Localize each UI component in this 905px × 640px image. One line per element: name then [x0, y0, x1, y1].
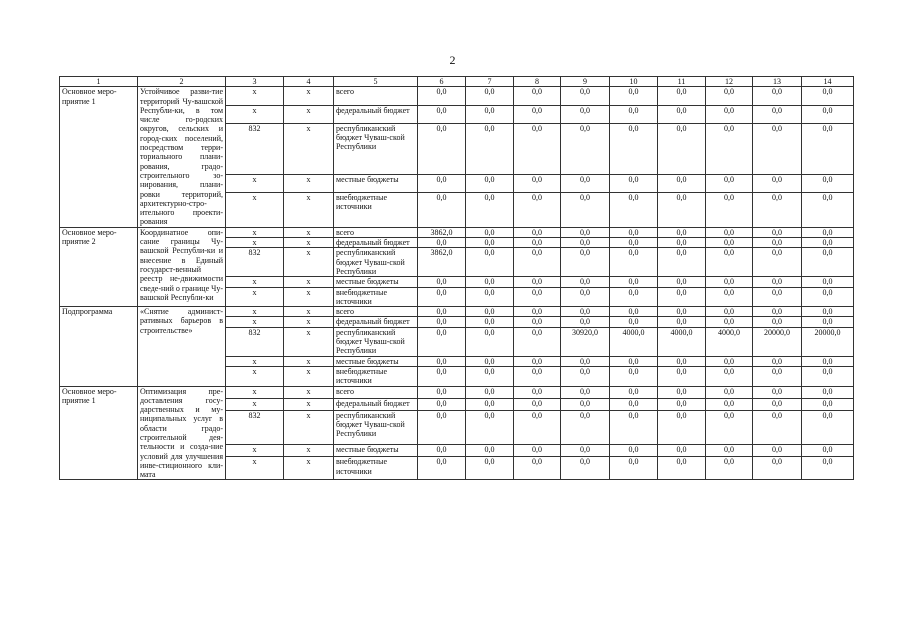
value-cell: 0,0 [610, 193, 658, 228]
activity-name-cell: Основное меро-приятие 1 [60, 87, 138, 227]
value-cell: 0,0 [561, 317, 610, 327]
value-cell: 0,0 [514, 248, 561, 277]
value-cell: 0,0 [561, 123, 610, 174]
value-cell: 0,0 [561, 87, 610, 105]
value-cell: 0,0 [418, 87, 466, 105]
code-cell: х [226, 287, 284, 307]
code-cell: х [284, 287, 334, 307]
value-cell: 0,0 [706, 386, 753, 398]
value-cell: 0,0 [561, 307, 610, 317]
activity-description-cell: Оптимизация пре-доставления госу-дарственных и му-ниципальных услуг в области градо-строительной дея-тельности и созда-ние условий для улучшения инве-стиционного кли-мата [138, 386, 226, 480]
value-cell: 0,0 [610, 123, 658, 174]
code-cell: х [226, 307, 284, 317]
value-cell: 0,0 [706, 457, 753, 480]
budget-table [59, 76, 854, 480]
column-header-1: 1 [60, 77, 138, 87]
value-cell: 0,0 [706, 227, 753, 237]
code-cell: х [284, 327, 334, 356]
value-cell: 0,0 [418, 277, 466, 287]
value-cell: 0,0 [658, 386, 706, 398]
value-cell: 0,0 [658, 317, 706, 327]
code-cell: х [284, 248, 334, 277]
value-cell: 0,0 [802, 287, 854, 307]
value-cell: 0,0 [514, 227, 561, 237]
value-cell: 0,0 [466, 410, 514, 444]
code-cell: х [226, 174, 284, 192]
value-cell: 0,0 [610, 398, 658, 410]
value-cell: 0,0 [418, 457, 466, 480]
value-cell: 0,0 [561, 227, 610, 237]
code-cell: х [226, 238, 284, 248]
value-cell: 0,0 [658, 398, 706, 410]
value-cell: 0,0 [706, 123, 753, 174]
value-cell: 0,0 [418, 410, 466, 444]
value-cell: 0,0 [802, 356, 854, 366]
value-cell: 0,0 [418, 386, 466, 398]
value-cell: 0,0 [610, 445, 658, 457]
value-cell: 0,0 [514, 238, 561, 248]
value-cell: 0,0 [466, 123, 514, 174]
value-cell: 0,0 [753, 123, 802, 174]
activity-name-cell: Подпрограмма [60, 307, 138, 386]
column-header-2: 2 [138, 77, 226, 87]
code-cell: х [284, 457, 334, 480]
value-cell: 0,0 [753, 174, 802, 192]
code-cell: х [284, 366, 334, 386]
value-cell: 0,0 [658, 277, 706, 287]
value-cell: 0,0 [706, 105, 753, 123]
code-cell: х [284, 87, 334, 105]
funding-source-cell: всего [334, 307, 418, 317]
code-cell: х [226, 386, 284, 398]
value-cell: 0,0 [610, 287, 658, 307]
code-cell: х [284, 445, 334, 457]
value-cell: 0,0 [802, 317, 854, 327]
value-cell: 0,0 [514, 317, 561, 327]
funding-source-cell: республиканский бюджет Чуваш-ской Республики [334, 248, 418, 277]
value-cell: 0,0 [753, 356, 802, 366]
value-cell: 0,0 [753, 287, 802, 307]
value-cell: 0,0 [753, 277, 802, 287]
value-cell: 0,0 [802, 445, 854, 457]
value-cell: 0,0 [561, 174, 610, 192]
value-cell: 0,0 [466, 327, 514, 356]
value-cell: 20000,0 [802, 327, 854, 356]
value-cell: 0,0 [610, 317, 658, 327]
code-cell: х [226, 398, 284, 410]
value-cell: 0,0 [706, 366, 753, 386]
code-cell: х [284, 277, 334, 287]
value-cell: 0,0 [514, 123, 561, 174]
value-cell: 0,0 [514, 356, 561, 366]
value-cell: 0,0 [514, 87, 561, 105]
value-cell: 4000,0 [610, 327, 658, 356]
value-cell: 0,0 [514, 398, 561, 410]
value-cell: 0,0 [610, 366, 658, 386]
header-row [60, 77, 854, 87]
activity-description-cell: Устойчивое разви-тие территорий Чу-вашской Республи-ки, в том числе го-родских округов, сельских и город-ских поселений, посредством терри-ториального плани-рования, градо-строительного зо-нирования, плани-ровки территорий, архитектурно-стро-ительного проекти-рования [138, 87, 226, 227]
value-cell: 0,0 [514, 445, 561, 457]
value-cell: 0,0 [418, 445, 466, 457]
funding-source-cell: местные бюджеты [334, 277, 418, 287]
code-cell: х [226, 366, 284, 386]
value-cell: 0,0 [466, 386, 514, 398]
value-cell: 0,0 [706, 174, 753, 192]
value-cell: 0,0 [561, 248, 610, 277]
value-cell: 0,0 [658, 174, 706, 192]
funding-source-cell: республиканский бюджет Чуваш-ской Республики [334, 123, 418, 174]
value-cell: 0,0 [753, 307, 802, 317]
value-cell: 0,0 [706, 307, 753, 317]
funding-source-cell: внебюджетные источники [334, 193, 418, 228]
value-cell: 0,0 [561, 356, 610, 366]
table-row [60, 87, 854, 105]
value-cell: 0,0 [514, 307, 561, 317]
value-cell: 0,0 [610, 87, 658, 105]
value-cell: 0,0 [466, 248, 514, 277]
value-cell: 0,0 [753, 238, 802, 248]
value-cell: 0,0 [418, 238, 466, 248]
code-cell: х [284, 356, 334, 366]
column-header-8: 8 [514, 77, 561, 87]
funding-source-cell: местные бюджеты [334, 445, 418, 457]
funding-source-cell: федеральный бюджет [334, 317, 418, 327]
code-cell: х [284, 238, 334, 248]
value-cell: 0,0 [610, 174, 658, 192]
value-cell: 0,0 [753, 317, 802, 327]
value-cell: 0,0 [802, 307, 854, 317]
value-cell: 0,0 [466, 398, 514, 410]
value-cell: 0,0 [658, 356, 706, 366]
funding-source-cell: федеральный бюджет [334, 398, 418, 410]
value-cell: 0,0 [561, 457, 610, 480]
value-cell: 0,0 [658, 123, 706, 174]
value-cell: 0,0 [610, 277, 658, 287]
activity-description-cell: Координатное опи-сание границы Чу-вашской Республи-ки и внесение в Единый государст-венный реестр не-движимости сведе-ний о границе Чу-вашской Республи-ки [138, 227, 226, 306]
value-cell: 0,0 [514, 410, 561, 444]
value-cell: 0,0 [418, 307, 466, 317]
activity-description-cell: «Снятие админист-ративных барьеров в строительстве» [138, 307, 226, 386]
code-cell: х [284, 193, 334, 228]
value-cell: 0,0 [466, 174, 514, 192]
code-cell: х [226, 356, 284, 366]
value-cell: 0,0 [753, 398, 802, 410]
value-cell: 0,0 [466, 227, 514, 237]
activity-name-cell: Основное меро-приятие 2 [60, 227, 138, 306]
value-cell: 0,0 [561, 445, 610, 457]
value-cell: 0,0 [658, 227, 706, 237]
value-cell: 0,0 [418, 356, 466, 366]
value-cell: 0,0 [466, 105, 514, 123]
value-cell: 0,0 [658, 238, 706, 248]
value-cell: 0,0 [418, 123, 466, 174]
value-cell: 0,0 [514, 105, 561, 123]
value-cell: 0,0 [418, 287, 466, 307]
code-cell: х [284, 307, 334, 317]
page-number: 2 [449, 53, 456, 67]
column-header-10: 10 [610, 77, 658, 87]
code-cell: х [284, 123, 334, 174]
value-cell: 0,0 [466, 287, 514, 307]
value-cell: 0,0 [658, 307, 706, 317]
value-cell: 0,0 [706, 193, 753, 228]
value-cell: 0,0 [514, 277, 561, 287]
funding-source-cell: республиканский бюджет Чуваш-ской Республики [334, 410, 418, 444]
value-cell: 0,0 [706, 287, 753, 307]
value-cell: 0,0 [658, 87, 706, 105]
value-cell: 0,0 [706, 248, 753, 277]
value-cell: 0,0 [753, 457, 802, 480]
code-cell: х [284, 386, 334, 398]
value-cell: 0,0 [802, 366, 854, 386]
value-cell: 0,0 [466, 366, 514, 386]
funding-source-cell: местные бюджеты [334, 174, 418, 192]
value-cell: 0,0 [561, 386, 610, 398]
funding-source-cell: внебюджетные источники [334, 366, 418, 386]
funding-source-cell: всего [334, 227, 418, 237]
value-cell: 4000,0 [658, 327, 706, 356]
column-header-6: 6 [418, 77, 466, 87]
value-cell: 0,0 [753, 366, 802, 386]
value-cell: 0,0 [561, 277, 610, 287]
funding-source-cell: внебюджетные источники [334, 287, 418, 307]
value-cell: 0,0 [658, 366, 706, 386]
value-cell: 0,0 [418, 398, 466, 410]
value-cell: 0,0 [514, 327, 561, 356]
code-cell: х [284, 227, 334, 237]
value-cell: 0,0 [610, 105, 658, 123]
value-cell: 0,0 [802, 105, 854, 123]
column-header-11: 11 [658, 77, 706, 87]
value-cell: 0,0 [561, 410, 610, 444]
value-cell: 0,0 [706, 410, 753, 444]
value-cell: 0,0 [753, 410, 802, 444]
value-cell: 0,0 [610, 248, 658, 277]
value-cell: 0,0 [514, 386, 561, 398]
code-cell: х [284, 317, 334, 327]
column-header-5: 5 [334, 77, 418, 87]
value-cell: 0,0 [658, 445, 706, 457]
column-header-13: 13 [753, 77, 802, 87]
code-cell: 832 [226, 410, 284, 444]
value-cell: 0,0 [706, 238, 753, 248]
funding-source-cell: республиканский бюджет Чуваш-ской Республики [334, 327, 418, 356]
value-cell: 0,0 [753, 445, 802, 457]
value-cell: 0,0 [753, 193, 802, 228]
code-cell: х [226, 277, 284, 287]
value-cell: 0,0 [514, 174, 561, 192]
value-cell: 0,0 [706, 445, 753, 457]
value-cell: 0,0 [610, 457, 658, 480]
funding-source-cell: внебюджетные источники [334, 457, 418, 480]
value-cell: 0,0 [561, 287, 610, 307]
value-cell: 0,0 [466, 238, 514, 248]
funding-source-cell: местные бюджеты [334, 356, 418, 366]
value-cell: 0,0 [610, 356, 658, 366]
value-cell: 0,0 [658, 193, 706, 228]
table-row [60, 307, 854, 317]
code-cell: х [226, 445, 284, 457]
value-cell: 3862,0 [418, 248, 466, 277]
value-cell: 0,0 [561, 193, 610, 228]
value-cell: 0,0 [610, 227, 658, 237]
column-header-3: 3 [226, 77, 284, 87]
value-cell: 0,0 [802, 457, 854, 480]
value-cell: 0,0 [658, 248, 706, 277]
value-cell: 0,0 [706, 317, 753, 327]
code-cell: 832 [226, 123, 284, 174]
value-cell: 0,0 [658, 410, 706, 444]
value-cell: 0,0 [514, 287, 561, 307]
value-cell: 0,0 [514, 457, 561, 480]
value-cell: 0,0 [802, 398, 854, 410]
value-cell: 0,0 [802, 248, 854, 277]
value-cell: 0,0 [418, 105, 466, 123]
column-header-12: 12 [706, 77, 753, 87]
value-cell: 0,0 [802, 87, 854, 105]
value-cell: 0,0 [706, 87, 753, 105]
code-cell: х [226, 317, 284, 327]
value-cell: 0,0 [753, 227, 802, 237]
code-cell: х [226, 87, 284, 105]
value-cell: 0,0 [466, 193, 514, 228]
value-cell: 0,0 [466, 445, 514, 457]
code-cell: х [284, 174, 334, 192]
value-cell: 0,0 [706, 356, 753, 366]
value-cell: 0,0 [466, 277, 514, 287]
table-row [60, 227, 854, 237]
code-cell: 832 [226, 248, 284, 277]
value-cell: 4000,0 [706, 327, 753, 356]
code-cell: х [226, 227, 284, 237]
code-cell: 832 [226, 327, 284, 356]
value-cell: 0,0 [418, 193, 466, 228]
value-cell: 0,0 [466, 457, 514, 480]
code-cell: х [226, 193, 284, 228]
value-cell: 0,0 [802, 193, 854, 228]
value-cell: 0,0 [418, 366, 466, 386]
funding-source-cell: всего [334, 386, 418, 398]
code-cell: х [226, 105, 284, 123]
value-cell: 0,0 [514, 366, 561, 386]
value-cell: 0,0 [706, 398, 753, 410]
column-header-4: 4 [284, 77, 334, 87]
value-cell: 0,0 [418, 327, 466, 356]
funding-source-cell: федеральный бюджет [334, 238, 418, 248]
value-cell: 0,0 [658, 105, 706, 123]
value-cell: 0,0 [802, 410, 854, 444]
code-cell: х [284, 398, 334, 410]
column-header-7: 7 [466, 77, 514, 87]
activity-name-cell: Основное меро-приятие 1 [60, 386, 138, 480]
value-cell: 0,0 [561, 238, 610, 248]
value-cell: 0,0 [753, 248, 802, 277]
value-cell: 0,0 [466, 87, 514, 105]
value-cell: 0,0 [466, 356, 514, 366]
value-cell: 0,0 [753, 105, 802, 123]
value-cell: 0,0 [561, 105, 610, 123]
value-cell: 0,0 [610, 410, 658, 444]
value-cell: 0,0 [610, 307, 658, 317]
value-cell: 0,0 [561, 366, 610, 386]
value-cell: 0,0 [658, 287, 706, 307]
code-cell: х [284, 410, 334, 444]
value-cell: 0,0 [418, 174, 466, 192]
value-cell: 0,0 [802, 174, 854, 192]
value-cell: 0,0 [418, 317, 466, 327]
value-cell: 0,0 [658, 457, 706, 480]
value-cell: 0,0 [753, 87, 802, 105]
value-cell: 0,0 [802, 123, 854, 174]
value-cell: 0,0 [466, 307, 514, 317]
value-cell: 0,0 [706, 277, 753, 287]
value-cell: 0,0 [802, 238, 854, 248]
value-cell: 0,0 [466, 317, 514, 327]
value-cell: 3862,0 [418, 227, 466, 237]
value-cell: 0,0 [561, 398, 610, 410]
code-cell: х [284, 105, 334, 123]
value-cell: 20000,0 [753, 327, 802, 356]
funding-source-cell: федеральный бюджет [334, 105, 418, 123]
value-cell: 0,0 [802, 277, 854, 287]
value-cell: 0,0 [753, 386, 802, 398]
table-row [60, 386, 854, 398]
code-cell: х [226, 457, 284, 480]
value-cell: 0,0 [802, 386, 854, 398]
value-cell: 0,0 [514, 193, 561, 228]
value-cell: 30920,0 [561, 327, 610, 356]
value-cell: 0,0 [802, 227, 854, 237]
value-cell: 0,0 [610, 386, 658, 398]
table-body [60, 87, 854, 480]
value-cell: 0,0 [610, 238, 658, 248]
column-header-14: 14 [802, 77, 854, 87]
column-header-9: 9 [561, 77, 610, 87]
funding-source-cell: всего [334, 87, 418, 105]
